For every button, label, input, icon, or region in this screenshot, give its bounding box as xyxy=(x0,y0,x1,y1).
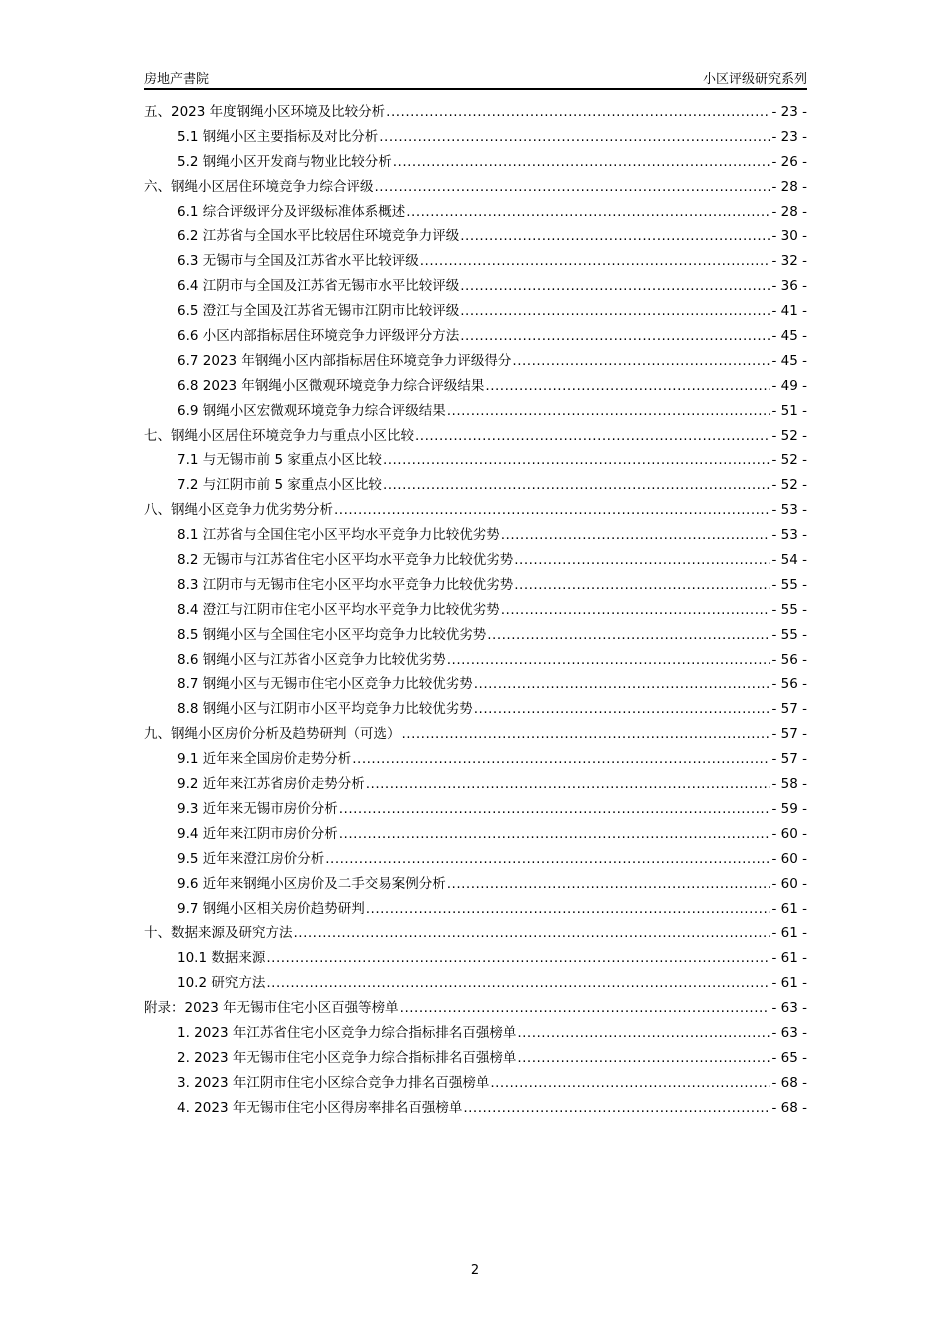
toc-entry-page: - 30 - xyxy=(771,228,807,245)
toc-section-entry[interactable] xyxy=(144,747,807,772)
toc-entry-title: 5.1 钢绳小区主要指标及对比分析 xyxy=(177,128,379,145)
toc-entry-page: - 60 - xyxy=(771,875,807,892)
dot-leader xyxy=(512,349,770,374)
toc-entry-title: 10.2 研究方法 xyxy=(177,975,266,992)
toc-entry-page: - 26 - xyxy=(771,153,807,170)
toc-section-entry[interactable] xyxy=(144,200,807,225)
dot-leader xyxy=(463,1096,770,1121)
dot-leader xyxy=(447,399,771,424)
toc-entry-title: 6.7 2023 年钢绳小区内部指标居住环境竞争力评级得分 xyxy=(177,352,512,369)
toc-entry-page: - 61 - xyxy=(771,975,807,992)
toc-entry-title: 2. 2023 年无锡市住宅小区竞争力综合指标排名百强榜单 xyxy=(177,1049,517,1066)
toc-entry-title: 7.2 与江阴市前 5 家重点小区比较 xyxy=(177,477,382,494)
toc-section-entry[interactable] xyxy=(144,672,807,697)
toc-entry-title: 6.9 钢绳小区宏微观环境竞争力综合评级结果 xyxy=(177,402,446,419)
dot-leader xyxy=(485,374,770,399)
dot-leader xyxy=(383,473,771,498)
toc-section-entry[interactable] xyxy=(144,1071,807,1096)
toc-entry-page: - 51 - xyxy=(771,402,807,419)
toc-entry-page: - 55 - xyxy=(771,626,807,643)
toc-entry-page: - 36 - xyxy=(771,278,807,295)
dot-leader xyxy=(266,946,770,971)
toc-entry-page: - 52 - xyxy=(771,477,807,494)
toc-entry-title: 8.8 钢绳小区与江阴市小区平均竞争力比较优劣势 xyxy=(177,701,473,718)
toc-section-entry[interactable] xyxy=(144,349,807,374)
toc-entry-title: 9.4 近年来江阴市房价分析 xyxy=(177,825,338,842)
dot-leader xyxy=(490,1071,770,1096)
toc-section-entry[interactable] xyxy=(144,847,807,872)
toc-entry-page: - 61 - xyxy=(771,950,807,967)
toc-entry-page: - 68 - xyxy=(771,1074,807,1091)
toc-entry-page: - 54 - xyxy=(771,552,807,569)
toc-section-entry[interactable] xyxy=(144,797,807,822)
toc-entry-title: 4. 2023 年无锡市住宅小区得房率排名百强榜单 xyxy=(177,1099,463,1116)
toc-section-entry[interactable] xyxy=(144,125,807,150)
dot-leader xyxy=(501,523,771,548)
toc-section-entry[interactable] xyxy=(144,299,807,324)
toc-section-entry[interactable] xyxy=(144,473,807,498)
toc-entry-page: - 56 - xyxy=(771,676,807,693)
toc-entry-title: 6.8 2023 年钢绳小区微观环境竞争力综合评级结果 xyxy=(177,377,485,394)
toc-section-entry[interactable] xyxy=(144,772,807,797)
toc-entry-title: 9.3 近年来无锡市房价分析 xyxy=(177,800,338,817)
toc-entry-title: 8.2 无锡市与江苏省住宅小区平均水平竞争力比较优劣势 xyxy=(177,552,514,569)
toc-entry-page: - 57 - xyxy=(771,751,807,768)
toc-entry-page: - 41 - xyxy=(771,303,807,320)
dot-leader xyxy=(375,175,771,200)
toc-chapter-entry[interactable] xyxy=(144,722,807,747)
toc-section-entry[interactable] xyxy=(144,1096,807,1121)
toc-section-entry[interactable] xyxy=(144,872,807,897)
toc-entry-title: 附录：2023 年无锡市住宅小区百强等榜单 xyxy=(144,1000,399,1017)
toc-entry-title: 5.2 钢绳小区开发商与物业比较分析 xyxy=(177,153,392,170)
toc-entry-page: - 57 - xyxy=(771,701,807,718)
dot-leader xyxy=(366,897,771,922)
toc-entry-page: - 53 - xyxy=(771,527,807,544)
toc-entry-page: - 61 - xyxy=(771,900,807,917)
toc-section-entry[interactable] xyxy=(144,523,807,548)
dot-leader xyxy=(487,623,770,648)
dot-leader xyxy=(474,672,771,697)
toc-entry-title: 9.6 近年来钢绳小区房价及二手交易案例分析 xyxy=(177,875,446,892)
toc-entry-title: 6.2 江苏省与全国水平比较居住环境竞争力评级 xyxy=(177,228,460,245)
toc-chapter-entry[interactable] xyxy=(144,996,807,1021)
toc-section-entry[interactable] xyxy=(144,971,807,996)
toc-entry-page: - 45 - xyxy=(771,352,807,369)
table-of-contents xyxy=(144,100,807,1121)
toc-entry-title: 六、钢绳小区居住环境竞争力综合评级 xyxy=(144,178,374,195)
toc-entry-title: 3. 2023 年江阴市住宅小区综合竞争力排名百强榜单 xyxy=(177,1074,490,1091)
toc-section-entry[interactable] xyxy=(144,648,807,673)
toc-entry-title: 9.2 近年来江苏省房价走势分析 xyxy=(177,776,365,793)
page-number: 2 xyxy=(470,1263,480,1278)
toc-chapter-entry[interactable] xyxy=(144,498,807,523)
dot-leader xyxy=(517,1046,770,1071)
toc-section-entry[interactable] xyxy=(144,822,807,847)
dot-leader xyxy=(266,971,770,996)
toc-entry-page: - 68 - xyxy=(771,1099,807,1116)
toc-entry-page: - 32 - xyxy=(771,253,807,270)
dot-leader xyxy=(402,722,771,747)
toc-entry-page: - 56 - xyxy=(771,651,807,668)
dot-leader xyxy=(339,797,771,822)
dot-leader xyxy=(474,697,771,722)
toc-entry-title: 八、钢绳小区竞争力优劣势分析 xyxy=(144,502,333,519)
toc-section-entry[interactable] xyxy=(144,1046,807,1071)
toc-entry-page: - 58 - xyxy=(771,776,807,793)
toc-entry-title: 8.7 钢绳小区与无锡市住宅小区竞争力比较优劣势 xyxy=(177,676,473,693)
dot-leader xyxy=(514,548,770,573)
toc-section-entry[interactable] xyxy=(144,548,807,573)
header-series-title: 小区评级研究系列 xyxy=(702,72,807,87)
toc-section-entry[interactable] xyxy=(144,598,807,623)
toc-entry-title: 十、数据来源及研究方法 xyxy=(144,925,293,942)
toc-entry-page: - 65 - xyxy=(771,1049,807,1066)
toc-entry-title: 1. 2023 年江苏省住宅小区竞争力综合指标排名百强榜单 xyxy=(177,1024,517,1041)
toc-entry-title: 9.7 钢绳小区相关房价趋势研判 xyxy=(177,900,365,917)
toc-entry-title: 七、钢绳小区居住环境竞争力与重点小区比较 xyxy=(144,427,414,444)
toc-entry-title: 九、钢绳小区房价分析及趋势研判（可选） xyxy=(144,726,401,743)
dot-leader xyxy=(460,274,770,299)
toc-entry-title: 8.4 澄江与江阴市住宅小区平均水平竞争力比较优劣势 xyxy=(177,601,500,618)
dot-leader xyxy=(420,249,771,274)
dot-leader xyxy=(294,921,771,946)
toc-entry-page: - 23 - xyxy=(771,104,807,120)
toc-entry-title: 6.3 无锡市与全国及江苏省水平比较评级 xyxy=(177,253,419,270)
toc-section-entry[interactable] xyxy=(144,150,807,175)
dot-leader xyxy=(334,498,770,523)
toc-entry-title: 6.4 江阴市与全国及江苏省无锡市水平比较评级 xyxy=(177,278,460,295)
toc-section-entry[interactable] xyxy=(144,274,807,299)
toc-section-entry[interactable] xyxy=(144,1021,807,1046)
toc-section-entry[interactable] xyxy=(144,374,807,399)
toc-entry-page: - 63 - xyxy=(771,1000,807,1017)
toc-section-entry[interactable] xyxy=(144,623,807,648)
dot-leader xyxy=(460,299,770,324)
toc-section-entry[interactable] xyxy=(144,224,807,249)
toc-entry-page: - 45 - xyxy=(771,328,807,345)
toc-entry-title: 6.1 综合评级评分及评级标准体系概述 xyxy=(177,203,406,220)
toc-entry-title: 7.1 与无锡市前 5 家重点小区比较 xyxy=(177,452,382,469)
toc-section-entry[interactable] xyxy=(144,573,807,598)
dot-leader xyxy=(460,224,770,249)
dot-leader xyxy=(339,822,771,847)
toc-entry-page: - 52 - xyxy=(771,427,807,444)
dot-leader xyxy=(406,200,770,225)
toc-entry-title: 8.6 钢绳小区与江苏省小区竞争力比较优劣势 xyxy=(177,651,446,668)
toc-section-entry[interactable] xyxy=(144,897,807,922)
dot-leader xyxy=(393,150,771,175)
page-header xyxy=(144,68,807,90)
dot-leader xyxy=(352,747,770,772)
toc-entry-page: - 60 - xyxy=(771,825,807,842)
toc-entry-title: 8.3 江阴市与无锡市住宅小区平均水平竞争力比较优劣势 xyxy=(177,576,514,593)
toc-entry-page: - 59 - xyxy=(771,800,807,817)
toc-entry-page: - 61 - xyxy=(771,925,807,942)
toc-section-entry[interactable] xyxy=(144,249,807,274)
toc-section-entry[interactable] xyxy=(144,324,807,349)
toc-chapter-entry[interactable] xyxy=(144,100,807,125)
toc-entry-title: 五、2023 年度钢绳小区环境及比较分析 xyxy=(144,104,386,120)
toc-entry-page: - 23 - xyxy=(771,128,807,145)
toc-entry-page: - 52 - xyxy=(771,452,807,469)
dot-leader xyxy=(517,1021,770,1046)
toc-chapter-entry[interactable] xyxy=(144,424,807,449)
toc-entry-page: - 55 - xyxy=(771,576,807,593)
toc-entry-title: 10.1 数据来源 xyxy=(177,950,266,967)
dot-leader xyxy=(379,125,770,150)
toc-section-entry[interactable] xyxy=(144,448,807,473)
dot-leader xyxy=(400,996,771,1021)
dot-leader xyxy=(386,100,770,125)
toc-section-entry[interactable] xyxy=(144,946,807,971)
toc-entry-page: - 28 - xyxy=(771,178,807,195)
dot-leader xyxy=(415,424,770,449)
dot-leader xyxy=(447,648,771,673)
toc-entry-page: - 28 - xyxy=(771,203,807,220)
toc-entry-title: 6.6 小区内部指标居住环境竞争力评级评分方法 xyxy=(177,328,460,345)
toc-entry-title: 8.5 钢绳小区与全国住宅小区平均竞争力比较优劣势 xyxy=(177,626,487,643)
dot-leader xyxy=(383,448,771,473)
toc-section-entry[interactable] xyxy=(144,399,807,424)
toc-entry-page: - 60 - xyxy=(771,850,807,867)
toc-entry-page: - 49 - xyxy=(771,377,807,394)
toc-entry-page: - 55 - xyxy=(771,601,807,618)
toc-chapter-entry[interactable] xyxy=(144,175,807,200)
toc-entry-title: 9.1 近年来全国房价走势分析 xyxy=(177,751,352,768)
toc-entry-title: 6.5 澄江与全国及江苏省无锡市江阴市比较评级 xyxy=(177,303,460,320)
toc-section-entry[interactable] xyxy=(144,697,807,722)
dot-leader xyxy=(514,573,770,598)
dot-leader xyxy=(325,847,770,872)
dot-leader xyxy=(366,772,771,797)
dot-leader xyxy=(460,324,770,349)
toc-entry-page: - 63 - xyxy=(771,1024,807,1041)
toc-chapter-entry[interactable] xyxy=(144,921,807,946)
dot-leader xyxy=(501,598,771,623)
toc-entry-title: 8.1 江苏省与全国住宅小区平均水平竞争力比较优劣势 xyxy=(177,527,500,544)
toc-entry-page: - 57 - xyxy=(771,726,807,743)
toc-entry-title: 9.5 近年来澄江房价分析 xyxy=(177,850,325,867)
dot-leader xyxy=(447,872,771,897)
toc-entry-page: - 53 - xyxy=(771,502,807,519)
header-publisher: 房地产書院 xyxy=(144,72,210,87)
